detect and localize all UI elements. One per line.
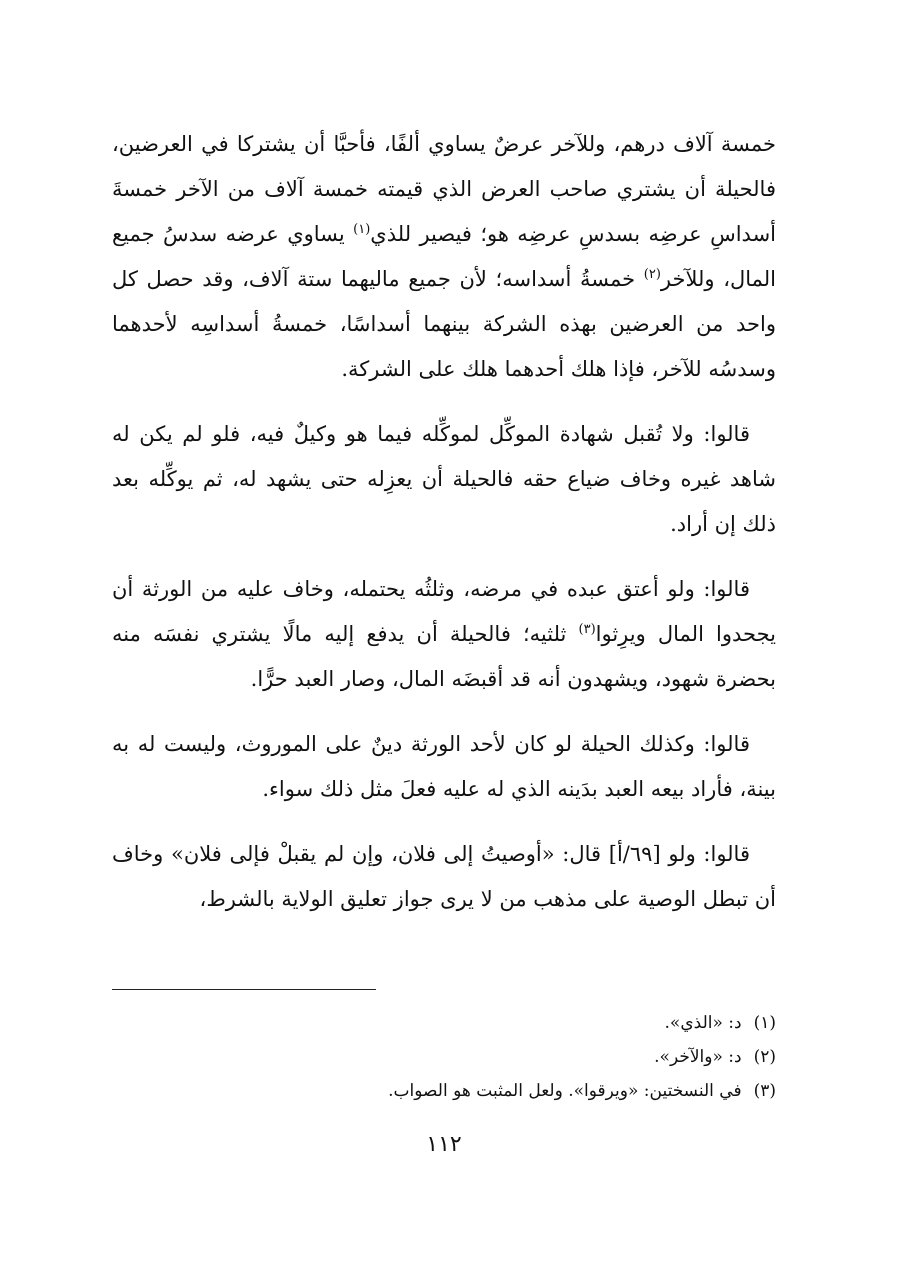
footnote-2 [112,1040,776,1074]
footnote-1 [112,1006,776,1040]
footnote-ref-1[interactable]: (١) [353,222,371,237]
footnote-1-text: د: «الذي». [664,1013,742,1033]
paragraph-4 [112,722,776,812]
footnotes [112,1006,776,1108]
paragraph-3 [112,567,776,702]
paragraph-5-text: قالوا: ولو [٦٩/أ] قال: «أوصيتُ إلى فلان، وإن لم يقبلْ فإلى فلان» وخاف أن تبطل الوصية على مذهب من لا يرى جواز تعليق الولاية بالشرط، [112,842,776,911]
footnote-2-text: د: «والآخر». [654,1047,742,1067]
footnote-1-number: (١) [753,1013,776,1033]
footnote-separator [112,989,376,990]
paragraph-1-text-b: يساوي عرضه سدسُ جميع المال، وللآخر [112,222,776,291]
footnote-ref-2[interactable]: (٢) [643,267,661,282]
body-text [112,122,776,922]
footnote-3-number: (٣) [753,1081,776,1101]
footnote-3 [112,1074,776,1108]
paragraph-1 [112,122,776,392]
paragraph-1-text-c: خمسةُ أسداسه؛ لأن جميع ماليهما ستة آلاف، وقد حصل كل واحد من العرضين بهذه الشركة بينهما أسداسًا، خمسةُ أسداسِه لأحدهما وسدسُه للآخر، فإذا هلك أحدهما هلك على الشركة. [112,267,776,381]
book-page [112,122,776,1157]
footnote-3-text: في النسختين: «ويرقوا». ولعل المثبت هو الصواب. [388,1081,742,1101]
paragraph-4-text: قالوا: وكذلك الحيلة لو كان لأحد الورثة دينٌ على الموروث، وليست له به بينة، فأراد بيعه العبد بدَينه الذي له عليه فعلَ مثل ذلك سواء. [112,732,776,801]
paragraph-2 [112,412,776,547]
paragraph-1-text-a: خمسة آلاف درهم، وللآخر عرضٌ يساوي ألفًا، فأحبَّا أن يشتركا في العرضين، فالحيلة أن يشتري صاحب العرض الذي قيمته خمسة آلاف من الآخر خمسةَ أسداسِ عرضِه بسدسِ عرضِه هو؛ فيصير للذي [112,132,776,246]
footnote-2-number: (٢) [753,1047,776,1067]
paragraph-3-text-b: ثلثيه؛ فالحيلة أن يدفع إليه مالًا يشتري نفسَه منه بحضرة شهود، ويشهدون أنه قد أقبضَه المال، وصار العبد حرًّا. [112,622,776,691]
paragraph-5 [112,832,776,922]
paragraph-2-text: قالوا: ولا تُقبل شهادة الموكِّل لموكِّله فيما هو وكيلٌ فيه، فلو لم يكن له شاهد غيره وخاف ضياع حقه فالحيلة أن يعزِله حتى يشهد له، ثم يوكِّله بعد ذلك إن أراد. [112,422,776,536]
paragraph-3-text-a: قالوا: ولو أعتق عبده في مرضه، وثلثُه يحتمله، وخاف عليه من الورثة أن يجحدوا المال ويرِثوا [112,577,776,646]
page-number: ١١٢ [426,1132,462,1157]
footnote-ref-3[interactable]: (٣) [578,622,596,637]
